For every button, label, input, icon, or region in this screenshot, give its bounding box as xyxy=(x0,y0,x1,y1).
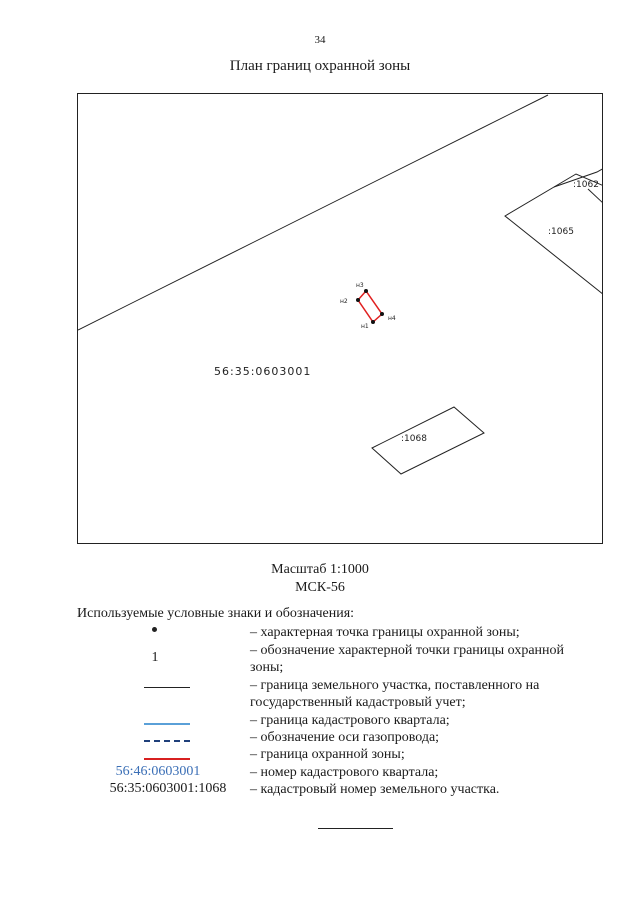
legend-item-text: – номер кадастрового квартала; xyxy=(250,765,439,780)
characteristic-point-n3 xyxy=(364,289,368,293)
quarter-boundary-line xyxy=(78,95,548,330)
legend-item-text: – граница кадастрового квартала; xyxy=(250,713,450,728)
dashed-line-icon xyxy=(144,740,190,742)
page-number: 34 xyxy=(314,34,326,46)
parcel-label-1062: :1062 xyxy=(573,180,599,190)
point-label-n3: н3 xyxy=(356,282,364,289)
dot-icon xyxy=(152,627,157,632)
parcel-label-1068: :1068 xyxy=(401,434,427,444)
legend-item-text: – кадастровый номер земельного участка. xyxy=(250,782,500,797)
document-title: План границ охранной зоны xyxy=(229,58,411,74)
map-frame xyxy=(77,93,603,544)
legend-cadastral-number-symbol: 56:35:0603001:1068 xyxy=(109,781,227,796)
characteristic-point-n4 xyxy=(380,312,384,316)
parcel-1062-side xyxy=(588,189,603,204)
bottom-separator-line xyxy=(318,828,393,829)
point-label-n1: н1 xyxy=(361,323,369,330)
blue-line-icon xyxy=(144,723,190,725)
protection-zone-boundary xyxy=(358,291,382,322)
quarter-number-label: 56:35:0603001 xyxy=(214,365,312,378)
legend-point-number-symbol: 1 xyxy=(151,650,159,665)
point-label-n2: н2 xyxy=(340,298,348,305)
parcel-label-1065: :1065 xyxy=(548,227,574,237)
legend-heading: Используемые условные знаки и обозначения: xyxy=(77,606,355,621)
legend-quarter-number-symbol: 56:46:0603001 xyxy=(115,764,201,779)
legend-item-text: – характерная точка границы охранной зоны; xyxy=(250,625,520,640)
legend-item-text: – граница охранной зоны; xyxy=(250,747,405,762)
scale-label: Масштаб 1:1000 xyxy=(271,562,369,577)
red-line-icon xyxy=(144,758,190,760)
parcel-1068 xyxy=(372,407,484,474)
legend-item-text: – обозначение оси газопровода; xyxy=(250,730,440,745)
legend-item-text: – граница земельного участка, поставленного на государственный кадастровый учет; xyxy=(250,678,540,710)
characteristic-point-n2 xyxy=(356,298,360,302)
black-line-icon xyxy=(144,687,190,688)
point-label-n4: н4 xyxy=(388,315,396,322)
characteristic-point-n1 xyxy=(371,320,375,324)
coordinate-system-label: МСК-56 xyxy=(295,580,345,595)
cadastral-map xyxy=(78,94,603,544)
legend-item-text: – обозначение характерной точки границы охранной зоны; xyxy=(250,643,565,675)
